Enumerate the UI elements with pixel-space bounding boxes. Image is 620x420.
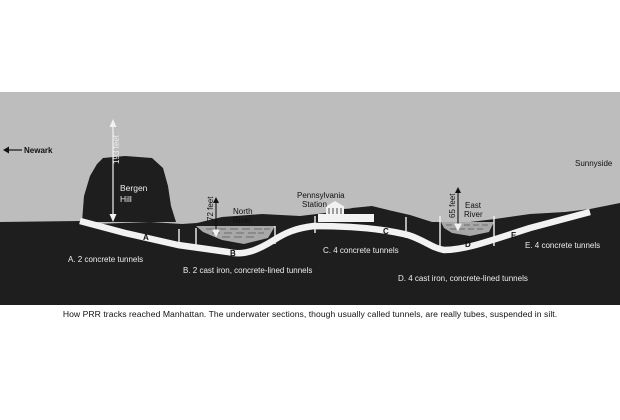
segment-desc-e: E. 4 concrete tunnels [525,241,601,250]
label-newark: Newark [24,146,53,155]
label-193-feet: 193 feet [112,135,121,164]
segment-letter-e: E [511,231,517,240]
label-north-river: River [233,216,252,225]
label-bergen: Bergen [120,183,148,193]
segment-letter-a: A [143,233,149,242]
label-north: North [233,207,253,216]
label-hill: Hill [120,194,132,204]
label-sunnyside: Sunnyside [575,159,613,168]
label-station: Station [302,200,327,209]
label-65-feet: 65 feet [448,193,457,218]
segment-desc-b: B. 2 cast iron, concrete-lined tunnels [183,266,313,275]
segment-letter-b: B [230,249,236,258]
label-pennsylvania: Pennsylvania [297,191,345,200]
segment-desc-a: A. 2 concrete tunnels [68,255,144,264]
segment-letter-c: C [383,227,389,236]
segment-letter-d: D [465,240,471,249]
label-east-river: River [464,210,483,219]
label-72-feet: 72 feet [206,196,215,221]
figure-caption: How PRR tracks reached Manhattan. The underwater sections, though usually called tunnels, are really tubes, suspended in silt. [62,309,558,319]
segment-desc-c: C. 4 concrete tunnels [323,246,399,255]
segment-desc-d: D. 4 cast iron, concrete-lined tunnels [398,274,528,283]
label-east: East [465,201,482,210]
